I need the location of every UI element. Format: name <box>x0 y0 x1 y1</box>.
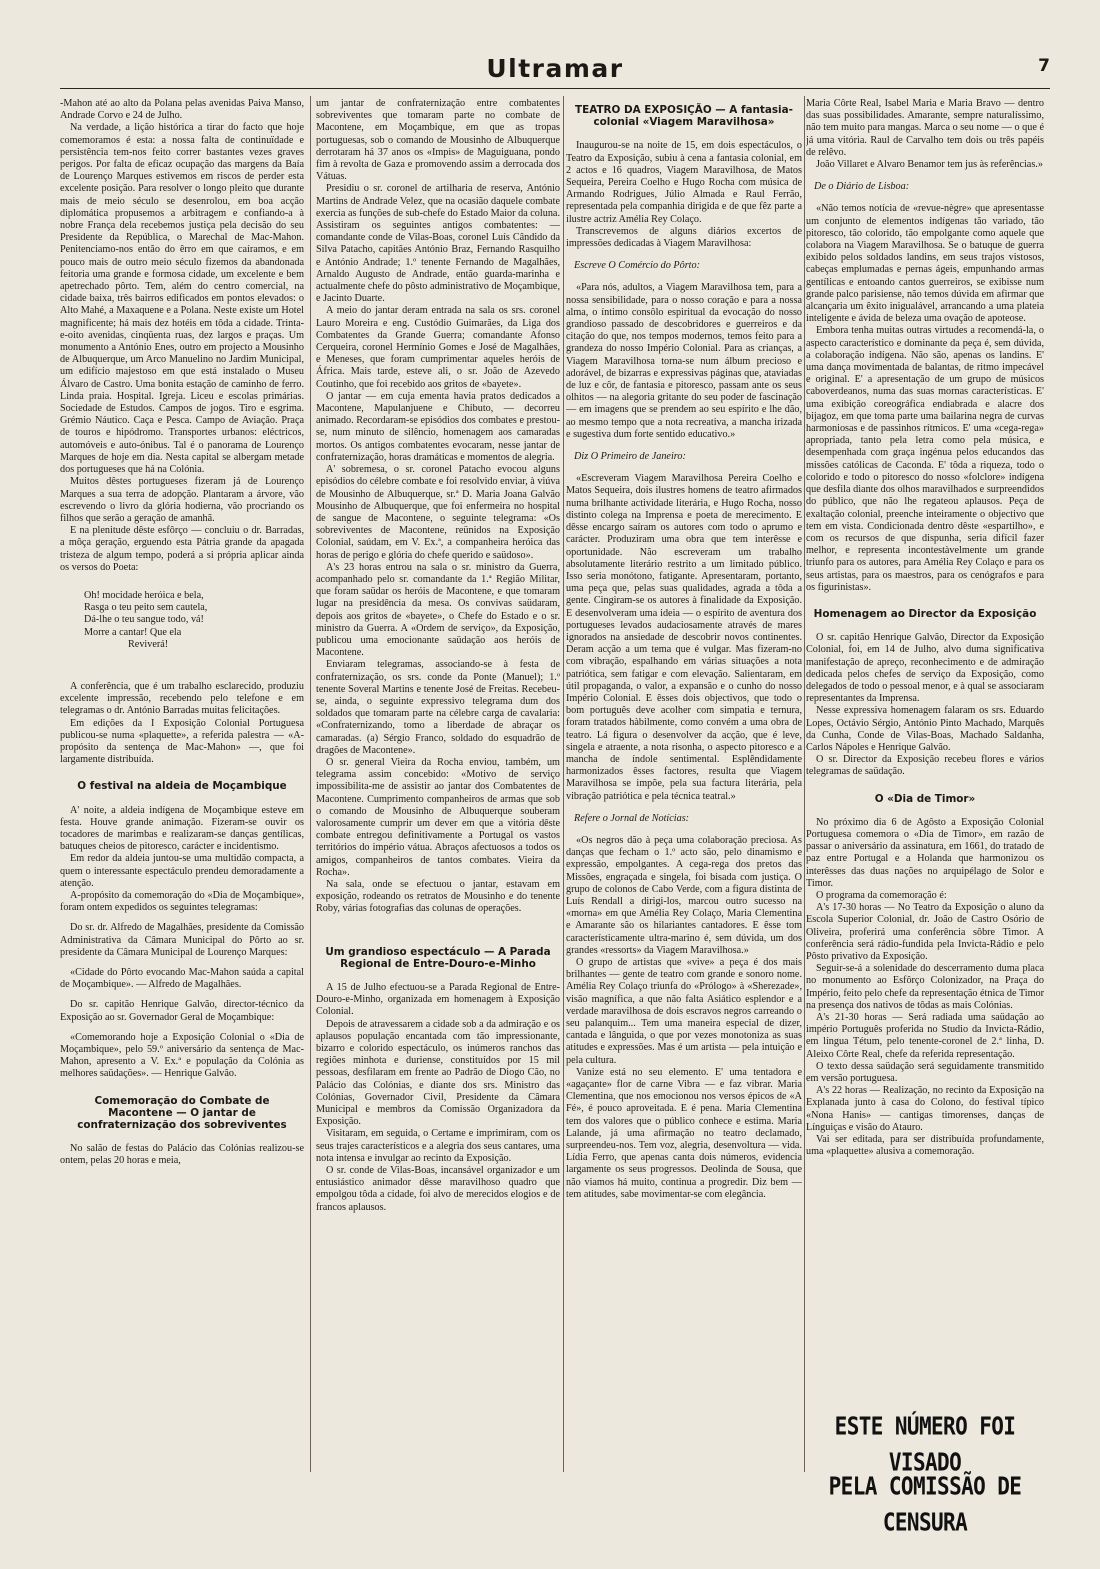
paragraph: Vai ser editada, para ser distribuída profundamente, uma «plaquette» alusiva a comemoração. <box>806 1134 1044 1158</box>
paragraph: Embora tenha muitas outras virtudes a recomendá-la, o aspecto característico e dominante da peça é, sem dúvida, a colaboração indígena. Não são, apenas os landins. E' uma dança movimentada de balantas, de ritmo impecável e original. E' a apresentação de um grupo de músicos caboverdeanos, numa das suas mornas características. E' uma exibição coreográfica endiabrada e alacre dos bijagoz, em que toma parte uma bailarina negra de curvas harmoniosas e de passinhos rítmicos. E' uma «cega-rega» apropriada, tanto pela letra como pela música, e desempenhada com graça ingénua pelos educandos das missões católicas de Caconda. E' tôda a riqueza, todo o colorido e todo o pitoresco do nosso «folclore» indígena que desfila diante dos olhos maravilhados e surpreendidos do público, que não lhe regateou aplausos. Peça de exaltação colonial, preenche inteiramente o objectivo que tem em vista. Condicionada dentro dêste «espartilho», e com os recursos de que dispunha, seria difícil fazer melhor, e representa incontestàvelmente um grande triunfo para os autores, para Amélia Rey Colaço e para os seus artistas, para os maestros, para os cenógrafos e para os figurinistas». <box>806 325 1044 593</box>
paragraph: um jantar de confraternização entre combatentes sobreviventes que tomaram parte no combate de Macontene, em Moçambique, em que as tropas portuguesas, sob o comando de Mousinho de Albuquerque derrotaram há 37 anos os «Impis» de Maguiguana, pondo fim à revolta de Gaza e promovendo assim a derrocada dos Vátuas. <box>316 98 560 183</box>
verse-line: Reviverá! <box>128 638 169 650</box>
source-intro: Diz O Primeiro de Janeiro: <box>574 451 686 463</box>
section-heading: Um grandioso espectáculo — A Parada Regional de Entre-Douro-e-Minho <box>325 945 551 970</box>
column-1 <box>60 98 304 1528</box>
paragraph: A 15 de Julho efectuou-se a Parada Regional de Entre-Douro-e-Minho, organizada em homenagem à Exposição Colonial. <box>316 982 560 1018</box>
paragraph: O sr. Director da Exposição recebeu flores e vários telegramas de saüdação. <box>806 754 1044 778</box>
paragraph: Em edições da I Exposição Colonial Portuguesa publicou-se numa «plaquette», a referida palestra — «A-propósito da sentença de Mac-Mahon» —, que foi largamente distribuída. <box>60 717 304 766</box>
quote-paragraph: «Para nós, adultos, a Viagem Maravilhosa tem, para a nossa sensibilidade, para o nosso coração e para a nossa alma, o íntimo consôlo espiritual da evocação do nosso grandioso passado de descobridores e guerreiros e da citação do que, nos tempos modernos, temos feito para a grandeza do nosso Império Colonial. Para as crianças, a Viagem Maravilhosa torna-se num álbum precioso e adorável, de bizarras e expressivas páginas que, ataviadas de luz e côr, de fantasia e pitoresco, passam ante os seus olhitos — na alegoria gritante do seu poder de fascinação — em imagens que se prendem ao seu espírito e lhe dão, ao mesmo tempo que a nota recreativa, a mancha irizada e sugestiva dum forte sentido educativo.» <box>566 282 802 440</box>
paragraph: A's 22 horas — Realização, no recinto da Exposição na Explanada junto à casa do Colono, do festival típico «Nona Hanis» — cantigas timorenses, danças de Línguiças e visão do Atauro. <box>806 1085 1044 1133</box>
source-intro: Refere o Jornal de Notícias: <box>574 812 690 824</box>
paragraph: O texto dessa saüdação será seguidamente transmitido em versão portuguesa. <box>806 1060 1044 1085</box>
verse-line: Rasga o teu peito sem cautela, <box>84 602 208 614</box>
source-intro: Escreve O Comércio do Pôrto: <box>574 260 700 272</box>
verse-line: Dá-lhe o teu sangue todo, vá! <box>84 614 204 626</box>
section-heading: Comemoração do Combate de Macontene — O jantar de confraternização dos sobreviventes <box>77 1094 287 1132</box>
paragraph: No próximo dia 6 de Agôsto a Exposição Colonial Portuguesa comemora o «Dia de Timor», em razão de passar o aniversário da assinatura, em 1661, do tratado de paz entre Portugal e a Holanda que harmonizou os interêsses das duas nações no arquipélago de Solor e Timor. <box>806 816 1044 889</box>
column-4 <box>806 98 1044 1414</box>
paragraph: Na sala, onde se efectuou o jantar, estavam em exposição, rodeando os retratos de Mousinho e do tenente Roby, várias fotografias das colunas de operações. <box>316 879 560 915</box>
source-intro: De o Diário de Lisboa: <box>814 181 910 193</box>
stamp-line: ESTE NÚMERO FOI VISADO <box>834 1411 1016 1477</box>
page-number: 7 <box>1038 56 1050 76</box>
paragraph: Visitaram, em seguida, o Certame e imprimiram, com os seus trajes característicos e a alegria dos seus cantares, uma nota intensa e invulgar ao recinto da Exposição. <box>316 1128 560 1164</box>
verse-line: Oh! mocidade heróica e bela, <box>84 589 204 601</box>
paragraph: A's 17-30 horas — No Teatro da Exposição o aluno da Escola Superior Colonial, dr. João de Castro Osório de Oliveira, proferirá uma conferência sôbre Timor. A conferência será rádio-fundida pela Invicta-Rádio e pelo Pôsto privativo da Exposição. <box>806 902 1044 962</box>
poem-verse <box>84 590 304 651</box>
newspaper-title: Ultramar <box>486 54 624 83</box>
paragraph: Em redor da aldeia juntou-se uma multidão compacta, a quem o interessante espectáculo prendeu demoradamente a atenção. <box>60 853 304 889</box>
section-heading: TEATRO DA EXPOSIÇÃO — A fantasia-colonial «Viagem Maravilhosa» <box>575 104 793 129</box>
censorship-stamp <box>806 1411 1044 1537</box>
column-rule <box>804 96 805 1472</box>
paragraph: Nesse expressiva homenagem falaram os srs. Eduardo Lopes, Octávio Sérgio, António Pinto Machado, Marquês da Cunha, Conde de Vilas-Boas, Machado Saldanha, Carlos Nápoles e Henrique Galvão. <box>806 705 1044 753</box>
paragraph: A' noite, a aldeia indígena de Moçambique esteve em festa. Houve grande animação. Fizeram-se ouvir os tocadores de marimbas e realizaram-se danças gentílicas, batuques cheios de pitoresco, carácter e incidentismo. <box>60 804 304 853</box>
section-heading: O «Dia de Timor» <box>874 792 976 805</box>
paragraph: O sr. general Vieira da Rocha enviou, também, um telegrama assim concebido: «Motivo de serviço impossibilita-me de assistir ao jantar dos Combatentes de Macontene. Cumprimento companheiros de armas que sob o comando de Mousinho de Albuquerque souberam valorosamente cumprir um dever em que a vitória dêste combate entregou definitivamente a Portugal os vastos territórios do império vátua. Abraços afectuosos a todos os amigos, companheiros de tantos combates. Vieira da Rocha». <box>316 756 560 878</box>
paragraph: Inaugurou-se na noite de 15, em dois espectáculos, o Teatro da Exposição, subiu à cena a fantasia colonial, em 2 actos e 16 quadros, Viagem Maravilhosa, de Matos Sequeira, Pereira Coelho e Hugo Rocha com música de Armando Rodrigues, Júlio Almada e Raul Ferrão, representada pela companhia dirigida e de que fêz parte a ilustre actriz Amélia Rey Colaço. <box>566 140 802 225</box>
paragraph: Enviaram telegramas, associando-se à festa de confraternização, os srs. conde da Ponte (Manuel); 1.º tenente Soveral Martins e tenente José de Freitas. Recebeu-se, ainda, o seguinte expressivo telegrama dum dos soldados que tomaram parte na célebre carga de cavalaria: «Confraternizando, tomo a liberdade de abraçar os camaradas. (a) Sérgio Franco, soldado do esquadrão de dragões de Macontene». <box>316 659 560 756</box>
stamp-line: PELA COMISSÃO DE CENSURA <box>828 1471 1022 1537</box>
paragraph: A's 21-30 horas — Será radiada uma saüdação ao império Português proferida no Studio da Invicta-Rádio, em língua Tétum, pelo tenente-coronel de 2.ª linha, D. Aleixo Côrte Real, chefe da referida representação. <box>806 1012 1044 1060</box>
paragraph: O sr. conde de Vilas-Boas, incansável organizador e um entusiástico animador dêsse maravilhoso quadro que empolgou tôda a cidade, foi alvo de merecidos elogios e de francos aplausos. <box>316 1165 560 1213</box>
paragraph: A conferência, que é um trabalho esclarecido, produziu excelente impressão, recebendo pelo telefone e em telegramas o dr. António Barradas muitas felicitações. <box>60 680 304 717</box>
paragraph: E na plenitude dêste esfôrço — concluiu o dr. Barradas, a môça geração, erguendo esta Pátria grande da apagada tristeza de algum tempo, poderá a si própria aplicar ainda os versos do Poeta: <box>60 525 304 573</box>
paragraph: A meio do jantar deram entrada na sala os srs. coronel Lauro Moreira e eng. Custódio Guimarães, da Liga dos Combatentes da Grande Guerra; comandante Afonso Cerqueira, coronel Hermínio Gomes e José de Magalhães, e Meneses, que foram cumprimentar aqueles heróis de África. Mais tarde, esteve ali, o sr. João de Azevedo Coutinho, que foi recebido aos gritos de «bayete». <box>316 305 560 390</box>
section-heading: O festival na aldeia de Moçambique <box>77 780 287 793</box>
paragraph: No salão de festas do Palácio das Colónias realizou-se ontem, pelas 20 horas e meia, <box>60 1143 304 1167</box>
column-rule <box>563 96 564 1472</box>
column-rule <box>310 96 311 1472</box>
paragraph: Transcrevemos de alguns diários excertos de impressões dedicadas à Viagem Maravilhosa: <box>566 225 802 250</box>
paragraph: «Cidade do Pôrto evocando Mac-Mahon saúda a capital de Moçambique». — Alfredo de Magalhães. <box>60 967 304 991</box>
paragraph: «Comemorando hoje a Exposição Colonial o «Dia de Moçambique», pelo 59.º aniversário da sentença de Mac-Mahon, apresento a V. Ex.ª e população da Colónia as melhores saüdações». — Henrique Galvão. <box>60 1031 304 1080</box>
paragraph: -Mahon até ao alto da Polana pelas avenidas Paiva Manso, Andrade Corvo e 24 de Julho. <box>60 98 304 122</box>
paragraph: A's 23 horas entrou na sala o sr. ministro da Guerra, acompanhado pelo sr. comandante da 1.ª Região Militar, que foram saüdar os heróis de Macontene, e que tomaram lugar na presidência da mesa. Os convivas saüdaram, depois aos gritos de «bayete», o Chefe do Estado e o sr. ministro da Guerra. A «Ordem de serviço», da Exposição, publicou uma emocionante saüdação aos heróis de Macontene. <box>316 561 560 659</box>
paragraph: Seguir-se-á a solenidade do descerramento duma placa no monumento ao Esfôrço Colonizador, na Praça do Império, feito pelo chefe da representação étnica de Timor na presença dos nativos de tôdas as mais Colónias. <box>806 963 1044 1011</box>
paragraph: Maria Côrte Real, Isabel Maria e Maria Bravo — dentro das suas possibilidades. Amarante, sempre naturalíssimo, não tem muito para mangas. Marca o seu nome — o que é já uma vitória. Raul de Carvalho tem dois ou três papéis de relêvo. <box>806 98 1044 158</box>
masthead <box>60 54 1050 89</box>
paragraph: João Villaret e Alvaro Benamor tem jus às referências.» <box>816 159 1043 171</box>
column-3 <box>566 98 802 1528</box>
paragraph: O jantar — em cuja ementa havia pratos dedicados a Macontene, Mapulanjuene e Chibuto, — decorreu animado. Recordaram-se episódios dos combates e prestou-se, num minuto de silêncio, homenagem aos camaradas mortos. Os antigos combatentes evocaram, nesse jantar de confraternização, horas dramáticas e momentos de alegria. <box>316 390 560 463</box>
column-2 <box>316 98 560 1528</box>
paragraph: Presidiu o sr. coronel de artilharia de reserva, António Martins de Andrade Velez, que na ocasião daquele combate exercia as funções de sub-chefe do Estado Maior da coluna. Assistiram os seguintes antigos combatentes: — comandante conde de Vilas-Boas, coronel Luís Cândido da Silva Patacho, capitães António Braz, Fernando Rasquilho e António Andrade; 1.º tenente Fernando de Magalhães, Arnaldo Augusto de Andrade, então guarda-marinha e actualmente chefe do pôsto administrativo de Moçambique, e Jacinto Duarte. <box>316 183 560 305</box>
section-heading: Homenagem ao Director da Exposição <box>813 607 1037 620</box>
quote-paragraph: «Os negros dão à peça uma colaboração preciosa. As danças que fecham o 1.º acto são, pelo dinamismo e expressão, empolgantes. A cega-rega dos pretos das Missões, engraçada e singela, foi bisada com justiça. O grupo de colonos de Cabo Verde, com a figura distinta de Luís Rendall a dirigi-los, marcou outro sucesso na «morna» em que Amélia Rey Colaço, Maria Clementina e Amarante são os hilariantes cantadores. E êsse tom característicamente ultra-marino é, sem dúvida, um dos grandes «ressorts» da Viagem Maravilhosa.» <box>566 834 802 956</box>
paragraph: Na verdade, a lição histórica a tirar do facto que hoje comemoramos é esta: a nossa falta de continuïdade e persistência tem-nos feito correr bastantes vezes graves perigos. Por falta de eficaz ocupação das margens da Baía de Lourenço Marques estivemos em riscos de perder esta excelente posição. Para resolver o longo pleito que durante mais de meio século se desenrolou, em boa acção diplomática propusemos a arbitragem e confiando-a à nobre França dela recebemos justiça pela decisão do seu Presidente da República, o Marechal de Mac-Mahon. Penitenciamo-nos então do êrro em que caíramos, e em pouco mais de outro meio século fizemos da abandonada feitoria uma grande e formosa cidade, um excelente e bem apetrechado pôrto. Tem, além do centro comercial, na cidade baixa, três bairros edificados em pontos elevados: o Alto Mahé, a Maxaquene e a Polana. Neste existe um Hotel magnificente; há mais dez hotéis em tôda a cidade. Trinta-e-oito avenidas, cinqüenta ruas, dez largos e praças. Um monumento a António Enes, outro em projecto a Mousinho de Albuquerque, um Arco Manuelino no Jardim Municipal, um edifício majestoso em que está instalado o Museu Álvaro de Castro. Uma bonita estação de caminho de ferro. Linda praia. Hospital. Igreja. Liceu e escolas primárias. Sociedade de Estudos. Campos de jogos. Tiro e esgrima. Grémio Náutico. Caça e Pesca. Campo de Aviação. Praça de touros e hipódromo. Transportes urbanos: eléctricos, automóveis e auto-ónibus. Tal é o panorama de Lourenço Marques de hoje em dia. Nesta capital se albergam metade dos portugueses que há na Colónia. <box>60 122 304 476</box>
quote-paragraph: «Não temos notícia de «revue-nègre» que apresentasse um conjunto de elementos indígenas tão variado, tão pitoresco, tão colorido, tão empolgante como aquele que colabora na Viagem Maravilhosa. Se o batuque de guerra exibido pelos soldados landins, em seus trajos vistosos, cabeças emplumadas e pernas ágeis, empunhando armas gentílicas e entoando cantos guerreiros, se exibisse num grande palco parisiense, não temos dúvida em afirmar que alcançaria um êxito inigualável, arrancando a uma plateia inteligente e ávida de beleza uma ovação de apoteose. <box>806 203 1044 325</box>
paragraph: Vanize está no seu elemento. E' uma tentadora e «agaçante» flor de carne Vibra — e faz vibrar. Maria Clementina, que nos emocionou nos versos épicos de «A Fé», é pouco aproveitada. E é pena. Maria Clementina tem dos valores que o público conhece e estima. Maria Lalande, já uma afirmação no teatro declamado, surpreendeu-nos. Tem voz, alegria, desenvoltura — vida. Lídia Ferro, que apenas canta dois números, evidencia largamente os seus progressos. Deolinda de Sousa, que não viamos há muito, continua a progredir. Diz bem — tem atitudes, sabe movimentar-se com elegância. <box>566 1066 802 1200</box>
paragraph: O programa da comemoração é: <box>816 889 947 901</box>
paragraph: Do sr. capitão Henrique Galvão, director-técnico da Exposição ao sr. Governador Geral de Moçambique: <box>60 999 304 1023</box>
verse-line: Morre a cantar! Que ela <box>84 626 182 638</box>
paragraph: Muitos dêstes portugueses fizeram já de Lourenço Marques a sua terra de adopção. Plantaram a árvore, vão escrevendo o livro da glória hodierna, vão procriando os filhos que serão a geração de amanhã. <box>60 476 304 524</box>
paragraph: Depois de atravessarem a cidade sob a da admiração e os aplausos população encantada com tão impressionante, bizarro e colorido espectáculo, os inúmeros ranchos das regiões minhota e duriense, constituídos por 15 mil pessoas, desfilaram em frente ao Padrão de Diogo Cão, no Palácio das Colónias, e diante dos srs. Ministro das Colónias, Governador Civil, Presidente da Câmara Municipal e membros da Comissão Organizadora da Exposição. <box>316 1018 560 1128</box>
paragraph: O sr. capitão Henrique Galvão, Director da Exposição Colonial, foi, em 14 de Julho, alvo duma significativa manifestação de apreço, reconhecimento e de admiração dedicada pelos chefes de serviço da Exposição, como delegados de todo o pessoal menor, e à qual se associaram representantes da Imprensa. <box>806 632 1044 705</box>
paragraph: A' sobremesa, o sr. coronel Patacho evocou alguns episódios do célebre combate e foi resolvido enviar, à viúva de Mousinho de Albuquerque, sr.ª D. Maria Joana Galvão Mousinho de Albuquerque, que foi enfermeira no hospital de sangue de Macontene, o seguinte telegrama: «Os sobreviventes de Macontene, reünidos na Exposição Colonial, saúdam, em V. Ex.ª, a companheira heróica das horas de perigo e glória do chefe querido e saüdoso». <box>316 464 560 561</box>
quote-paragraph: «Escreveram Viagem Maravilhosa Pereira Coelho e Matos Sequeira, dois ilustres homens de teatro afirmados numa brilhante actividade literária, e Hugo Rocha, nosso distinto colega na Imprensa e poeta de merecimento. E dêsse encargo saíram os autores com todo o aprumo e carácter. Produziram uma obra que tem interêsse e oportunidade. Não escreveram um trabalho absolutamente literário restrito a um limitado público. Isso seria monótono, fatigante. Apresentaram, portanto, uma peça que, pelas suas qualidades, agrada a tôda a gente. Cingiram-se os autores à finalidade da Exposição. E desenvolveram uma ideia — o espírito de aventura dos portugueses levados audaciosamente através de mares ignorados na ansiedade de descobrir novos continentes. Deram acção a um tema que é vulgar. Mas fizeram-no com vibração, espalhando em várias situações a nota patriótica, sem fatigar e com elevação. Salientaram, em útil propaganda, o valor, a expansão e o cunho do nosso Império Colonial. E êsses dois objectivos, que todo o bom português deve acolher com simpatia e ternura, foram tratados hàbilmente, como convém a uma obra de teatro. Lá figura o desenvolver da acção, que é leve, singela e atraente, a nota risonha, o aspecto pitoresco e a mancha de índole sentimental. Esplêndidamente harmonizados êsses factores, resulta que Viagem Maravilhosa se impõe, pela sua factura literária, pela vibração patriótica e pela técnica teatral.» <box>566 473 802 802</box>
paragraph: Do sr. dr. Alfredo de Magalhães, presidente da Comissão Administrativa da Câmara Municipal do Pôrto ao sr. presidente da Câmara Municipal de Lourenço Marques: <box>60 922 304 958</box>
paragraph: O grupo de artistas que «vive» a peça é dos mais brilhantes — gente de teatro com grande e sonoro nome. Amélia Rey Colaço triunfa do «Prólogo» à «Sherezade», visão magnífica, a que não falta Asiático esplendor e a verdade maravilhosa de dois escravos negros carreando o seu palanquim... Tem uma maneira especial de dizer, cantada e lânguida, o que por vezes monotoniza as suas atitudes e expressões. Mas é um artista — pela intuição e pela cultura. <box>566 957 802 1066</box>
paragraph: A-propósito da comemoração do «Dia de Moçambique», foram ontem expedidos os seguintes telegramas: <box>60 889 304 914</box>
